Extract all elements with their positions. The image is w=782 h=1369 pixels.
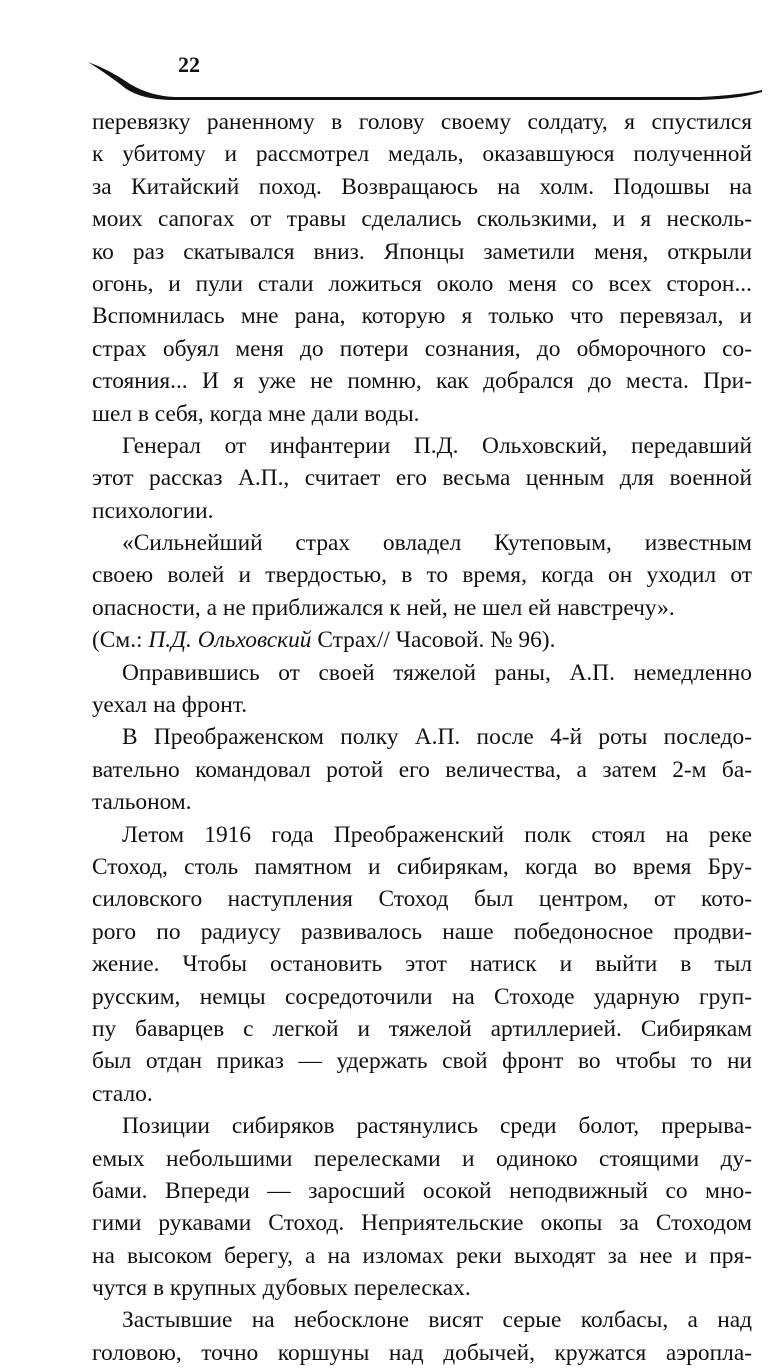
text-line: шел в себя, когда мне дали воды. xyxy=(92,400,420,427)
text-line: перевязку раненному в голову своему солдату, я спустился xyxy=(92,109,752,135)
text-line: силовского наступления Стоход был центром, от кото- xyxy=(92,886,752,913)
text-line: вательно командовал ротой его величества, а затем 2-м ба- xyxy=(92,756,752,783)
text-line: опасности, а не приближался к ней, не шел ей навстречу». xyxy=(92,594,675,621)
text-line: Летом 1916 года Преображенский полк стоял на реке xyxy=(122,821,752,848)
text-line: русским, немцы сосредоточили на Стоходе ударную груп- xyxy=(92,983,752,1010)
text-line: этот рассказ А.П., считает его весьма ценным для военной xyxy=(92,465,752,492)
text-line: на высоком берегу, а на изломах реки выходят за нее и пря- xyxy=(92,1242,752,1269)
text-line: головою, точно коршуны над добычей, кружатся аэропла- xyxy=(92,1339,752,1366)
text-line: емых небольшими перелесками и одиноко стоящими ду- xyxy=(92,1145,752,1172)
text-line: тальоном. xyxy=(92,789,192,816)
text-line: уехал на фронт. xyxy=(92,692,248,719)
text-line: моих сапогах от травы сделались скользкими, и я несколь- xyxy=(92,206,752,233)
text-line: Застывшие на небосклоне висят серые колбасы, а над xyxy=(122,1307,752,1334)
citation-prefix: (См.: xyxy=(92,627,149,654)
page-number: 22 xyxy=(178,52,200,77)
text-line: гими рукавами Стоход. Неприятельские окопы за Стоходом xyxy=(92,1210,752,1237)
header-rule-ornament xyxy=(0,0,782,105)
text-line: своею волей и твердостью, в то время, когда он уходил от xyxy=(92,562,752,589)
text-line: жение. Чтобы остановить этот натиск и выйти в тыл xyxy=(92,951,752,978)
citation-suffix: Страх// Часовой. № 96). xyxy=(311,627,556,654)
text-line: страх обуял меня до потери сознания, до обморочного со- xyxy=(92,335,752,362)
text-line: ко раз скатывался вниз. Японцы заметили меня, открыли xyxy=(92,238,752,265)
text-line: Генерал от инфантерии П.Д. Ольховский, передавший xyxy=(122,432,752,459)
body-text xyxy=(92,106,752,1369)
text-line: за Китайский поход. Возвращаюсь на холм. Подошвы на xyxy=(92,173,752,200)
text-line: к убитому и рассмотрел медаль, оказавшуюся полученной xyxy=(92,141,752,168)
text-line: рого по радиусу развивалось наше победоносное продви- xyxy=(92,918,752,945)
text-line: был отдан приказ — удержать свой фронт во чтобы то ни xyxy=(92,1048,752,1075)
text-line: психологии. xyxy=(92,497,214,524)
text-line: Вспомнилась мне рана, которую я только что перевязал, и xyxy=(92,303,752,330)
text-line: В Преображенском полку А.П. после 4-й роты последо- xyxy=(122,724,752,751)
text-line: Стоход, столь памятном и сибирякам, когда во время Бру- xyxy=(92,853,752,880)
citation-author: П.Д. Ольховский xyxy=(148,627,312,654)
text-line: стояния... И я уже не помню, как добрался до места. При- xyxy=(92,368,752,395)
text-line: чутся в крупных дубовых перелесках. xyxy=(92,1275,471,1302)
page-header xyxy=(0,0,782,105)
text-line: огонь, и пули стали ложиться около меня со всех сторон... xyxy=(92,270,752,297)
citation-line xyxy=(92,624,752,656)
text-line: «Сильнейший страх овладел Кутеповым, известным xyxy=(122,530,752,557)
text-line: стало. xyxy=(92,1080,153,1107)
text-line: бами. Впереди — заросший осокой неподвижный со мно- xyxy=(92,1177,752,1204)
text-line: пу баварцев с легкой и тяжелой артиллерией. Сибирякам xyxy=(92,1015,752,1042)
text-line: Позиции сибиряков растянулись среди болот, прерыва- xyxy=(122,1113,752,1140)
text-line: Оправившись от своей тяжелой раны, А.П. немедленно xyxy=(122,659,752,686)
